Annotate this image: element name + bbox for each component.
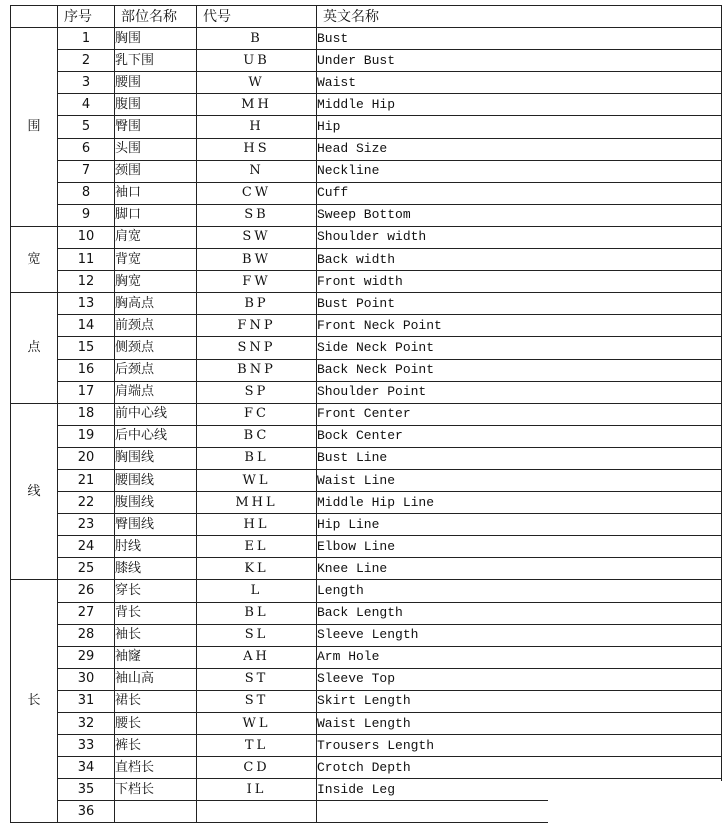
- part-code: ST: [197, 690, 317, 712]
- table-row: [11, 735, 722, 757]
- row-number: 6: [58, 138, 115, 160]
- part-name: 腰长: [115, 713, 197, 735]
- header-row: [11, 6, 722, 28]
- part-code: HS: [197, 138, 317, 160]
- part-name: 背宽: [115, 249, 197, 271]
- part-name: 腰围: [115, 72, 197, 94]
- table-body: [11, 28, 722, 823]
- part-code: BW: [197, 249, 317, 271]
- english-name: Back Neck Point: [317, 359, 722, 381]
- part-code: KL: [197, 558, 317, 580]
- table-row: [11, 160, 722, 182]
- part-name: 胸围: [115, 28, 197, 50]
- part-name: 膝线: [115, 558, 197, 580]
- table-row: [11, 72, 722, 94]
- english-name: Sleeve Length: [317, 624, 722, 646]
- group-label: 长: [11, 580, 58, 823]
- english-name: Bock Center: [317, 425, 722, 447]
- row-number: 9: [58, 204, 115, 226]
- row-number: 5: [58, 116, 115, 138]
- table-row: [11, 713, 722, 735]
- table-row: [11, 757, 722, 779]
- english-name: Back width: [317, 249, 722, 271]
- row-number: 14: [58, 315, 115, 337]
- english-name: Under Bust: [317, 50, 722, 72]
- row-number: 29: [58, 646, 115, 668]
- part-name: 袖山高: [115, 668, 197, 690]
- part-name: 背长: [115, 602, 197, 624]
- part-name: 前颈点: [115, 315, 197, 337]
- header-num: 序号: [58, 6, 115, 28]
- english-name: Waist Line: [317, 469, 722, 491]
- part-name: 肩宽: [115, 226, 197, 248]
- table-row: [11, 646, 722, 668]
- part-name: 头围: [115, 138, 197, 160]
- table-row: [11, 690, 722, 712]
- measurement-table: [10, 5, 722, 823]
- row-number: 25: [58, 558, 115, 580]
- english-name: Cuff: [317, 182, 722, 204]
- row-number: 4: [58, 94, 115, 116]
- header-english: 英文名称: [317, 6, 722, 28]
- row-number: 18: [58, 403, 115, 425]
- part-name: 颈围: [115, 160, 197, 182]
- part-name: 袖长: [115, 624, 197, 646]
- table-row: [11, 602, 722, 624]
- table-row: [11, 359, 722, 381]
- english-name: Knee Line: [317, 558, 722, 580]
- part-name: 裙长: [115, 690, 197, 712]
- group-label: 围: [11, 28, 58, 227]
- part-code: IL: [197, 779, 317, 801]
- row-number: 24: [58, 536, 115, 558]
- table-row: [11, 403, 722, 425]
- part-code: TL: [197, 735, 317, 757]
- header-group: [11, 6, 58, 28]
- part-code: SW: [197, 226, 317, 248]
- row-number: 36: [58, 801, 115, 823]
- english-name: Waist: [317, 72, 722, 94]
- part-code: BC: [197, 425, 317, 447]
- row-number: 35: [58, 779, 115, 801]
- english-name: Arm Hole: [317, 646, 722, 668]
- table-row: [11, 50, 722, 72]
- header-part: 部位名称: [115, 6, 197, 28]
- table-row: [11, 116, 722, 138]
- part-name: 后中心线: [115, 425, 197, 447]
- english-name: Shoulder width: [317, 226, 722, 248]
- english-name: Length: [317, 580, 722, 602]
- table-row: [11, 271, 722, 293]
- table-row: [11, 447, 722, 469]
- part-code: WL: [197, 713, 317, 735]
- group-label: 线: [11, 403, 58, 580]
- english-name: Back Length: [317, 602, 722, 624]
- row-number: 23: [58, 514, 115, 536]
- part-name: 下档长: [115, 779, 197, 801]
- part-code: BL: [197, 447, 317, 469]
- part-code: FW: [197, 271, 317, 293]
- english-name: Middle Hip: [317, 94, 722, 116]
- table-row: [11, 182, 722, 204]
- part-code: MH: [197, 94, 317, 116]
- row-number: 10: [58, 226, 115, 248]
- row-number: 34: [58, 757, 115, 779]
- part-code: HL: [197, 514, 317, 536]
- english-name: Middle Hip Line: [317, 492, 722, 514]
- part-name: 前中心线: [115, 403, 197, 425]
- part-code: BNP: [197, 359, 317, 381]
- table-row: [11, 138, 722, 160]
- part-code: FC: [197, 403, 317, 425]
- table-row: [11, 624, 722, 646]
- part-code: BP: [197, 293, 317, 315]
- part-code: N: [197, 160, 317, 182]
- row-number: 31: [58, 690, 115, 712]
- part-code: EL: [197, 536, 317, 558]
- table-row: [11, 94, 722, 116]
- table-row: [11, 558, 722, 580]
- table-row: [11, 293, 722, 315]
- part-name: 胸高点: [115, 293, 197, 315]
- part-name: 脚口: [115, 204, 197, 226]
- row-number: 32: [58, 713, 115, 735]
- part-code: MHL: [197, 492, 317, 514]
- table-row: [11, 536, 722, 558]
- english-name: Trousers Length: [317, 735, 722, 757]
- part-name: 后颈点: [115, 359, 197, 381]
- row-number: 17: [58, 381, 115, 403]
- english-name: Front Center: [317, 403, 722, 425]
- part-code: CD: [197, 757, 317, 779]
- part-name: 腰围线: [115, 469, 197, 491]
- part-code: B: [197, 28, 317, 50]
- part-name: [115, 801, 197, 823]
- group-label: 宽: [11, 226, 58, 292]
- part-name: 肩端点: [115, 381, 197, 403]
- english-name: Sweep Bottom: [317, 204, 722, 226]
- english-name: Elbow Line: [317, 536, 722, 558]
- english-name: Bust Point: [317, 293, 722, 315]
- blank-corner: [548, 781, 725, 832]
- part-name: 肘线: [115, 536, 197, 558]
- part-code: SNP: [197, 337, 317, 359]
- row-number: 12: [58, 271, 115, 293]
- english-name: Shoulder Point: [317, 381, 722, 403]
- row-number: 22: [58, 492, 115, 514]
- header-code: 代号: [197, 6, 317, 28]
- table-row: [11, 226, 722, 248]
- row-number: 13: [58, 293, 115, 315]
- table-row: [11, 28, 722, 50]
- part-code: CW: [197, 182, 317, 204]
- part-code: SP: [197, 381, 317, 403]
- table-row: [11, 492, 722, 514]
- english-name: Front Neck Point: [317, 315, 722, 337]
- row-number: 11: [58, 249, 115, 271]
- english-name: Crotch Depth: [317, 757, 722, 779]
- part-code: AH: [197, 646, 317, 668]
- row-number: 30: [58, 668, 115, 690]
- table-row: [11, 337, 722, 359]
- part-name: 胸宽: [115, 271, 197, 293]
- row-number: 33: [58, 735, 115, 757]
- table-row: [11, 249, 722, 271]
- english-name: Bust Line: [317, 447, 722, 469]
- english-name: Bust: [317, 28, 722, 50]
- row-number: 21: [58, 469, 115, 491]
- row-number: 20: [58, 447, 115, 469]
- part-name: 臀围线: [115, 514, 197, 536]
- part-code: SB: [197, 204, 317, 226]
- row-number: 27: [58, 602, 115, 624]
- part-code: FNP: [197, 315, 317, 337]
- part-code: H: [197, 116, 317, 138]
- table-row: [11, 204, 722, 226]
- part-name: 腹围: [115, 94, 197, 116]
- part-code: L: [197, 580, 317, 602]
- part-name: 袖窿: [115, 646, 197, 668]
- row-number: 16: [58, 359, 115, 381]
- english-name: Neckline: [317, 160, 722, 182]
- part-code: WL: [197, 469, 317, 491]
- row-number: 26: [58, 580, 115, 602]
- part-name: 侧颈点: [115, 337, 197, 359]
- part-code: BL: [197, 602, 317, 624]
- english-name: Side Neck Point: [317, 337, 722, 359]
- english-name: Skirt Length: [317, 690, 722, 712]
- english-name: Hip: [317, 116, 722, 138]
- table-row: [11, 381, 722, 403]
- row-number: 7: [58, 160, 115, 182]
- part-code: UB: [197, 50, 317, 72]
- table-row: [11, 514, 722, 536]
- part-code: SL: [197, 624, 317, 646]
- english-name: Sleeve Top: [317, 668, 722, 690]
- english-name: Hip Line: [317, 514, 722, 536]
- part-name: 袖口: [115, 182, 197, 204]
- part-name: 臀围: [115, 116, 197, 138]
- english-name: Waist Length: [317, 713, 722, 735]
- part-name: 腹围线: [115, 492, 197, 514]
- english-name: Inside Leg: [317, 779, 722, 801]
- row-number: 15: [58, 337, 115, 359]
- table-row: [11, 425, 722, 447]
- row-number: 3: [58, 72, 115, 94]
- table-row: [11, 668, 722, 690]
- row-number: 28: [58, 624, 115, 646]
- part-name: 裤长: [115, 735, 197, 757]
- english-name: Head Size: [317, 138, 722, 160]
- row-number: 8: [58, 182, 115, 204]
- part-name: 穿长: [115, 580, 197, 602]
- table-row: [11, 580, 722, 602]
- table-row: [11, 315, 722, 337]
- row-number: 1: [58, 28, 115, 50]
- row-number: 19: [58, 425, 115, 447]
- part-code: ST: [197, 668, 317, 690]
- part-name: 乳下围: [115, 50, 197, 72]
- part-code: W: [197, 72, 317, 94]
- part-name: 胸围线: [115, 447, 197, 469]
- group-label: 点: [11, 293, 58, 403]
- part-name: 直档长: [115, 757, 197, 779]
- table-row: [11, 469, 722, 491]
- part-code: [197, 801, 317, 823]
- english-name: Front width: [317, 271, 722, 293]
- row-number: 2: [58, 50, 115, 72]
